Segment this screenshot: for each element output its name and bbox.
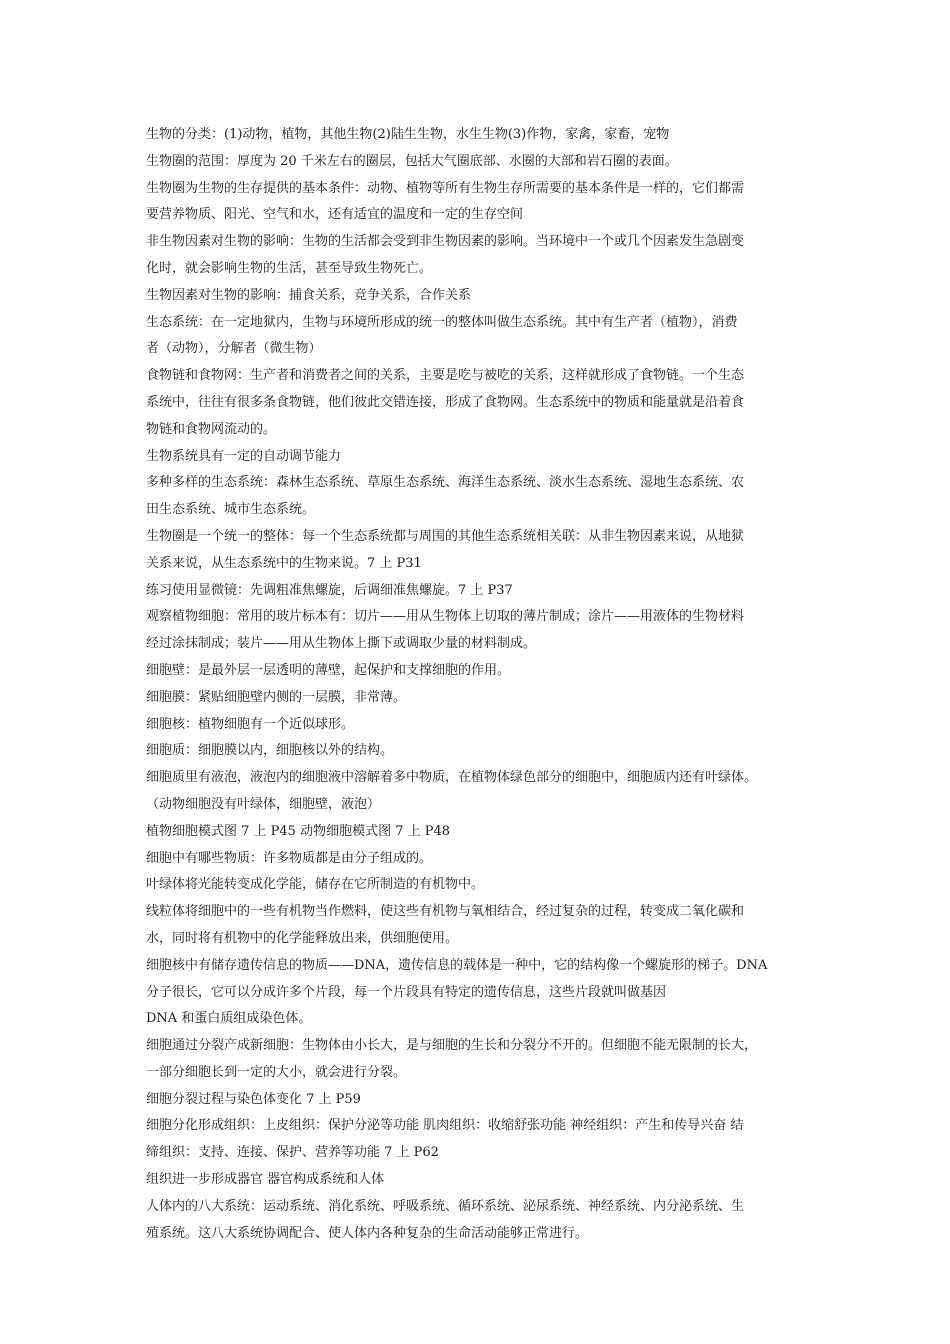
paragraph: [146, 658, 810, 685]
text-line: 细胞膜：紧贴细胞壁内侧的一层膜，非常薄。: [146, 689, 407, 705]
text-line: 关系来说，从生态系统中的生物来说。7 上 P31: [146, 555, 422, 571]
paragraph: [146, 122, 810, 149]
paragraph: [146, 229, 810, 283]
paragraph: [146, 444, 810, 471]
text-line: 生物的分类：(1)动物，植物，其他生物(2)陆生生物，水生生物(3)作物，家禽，家畜，宠物: [146, 127, 670, 142]
text-line: 练习使用显微镜：先调粗准焦螺旋，后调细准焦螺旋。7 上 P37: [146, 582, 513, 598]
paragraph: [146, 712, 810, 739]
paragraph: [146, 1194, 810, 1248]
paragraph: [146, 953, 810, 1033]
text-line: 细胞中有哪些物质：许多物质都是由分子组成的。: [146, 850, 433, 866]
paragraph: [146, 578, 810, 605]
paragraph: [146, 899, 810, 953]
text-line: 线粒体将细胞中的一些有机物当作燃料，使这些有机物与氧相结合，经过复杂的过程，转变成二氧化碳和: [146, 904, 745, 920]
text-line: （动物细胞没有叶绿体，细胞壁，液泡）: [146, 796, 381, 812]
text-line: 系统中，往往有很多条食物链，他们彼此交错连接，形成了食物网。生态系统中的物质和能量就是沿着食: [146, 394, 745, 410]
text-line: 植物细胞模式图 7 上 P45 动物细胞模式图 7 上 P48: [146, 823, 451, 839]
paragraph: [146, 524, 810, 578]
text-line: 细胞质：细胞膜以内，细胞核以外的结构。: [146, 743, 394, 759]
paragraph: [146, 149, 810, 176]
paragraph: [146, 1113, 810, 1167]
text-line: 者（动物），分解者（微生物）: [146, 341, 322, 357]
text-line: 水，同时将有机物中的化学能释放出来，供细胞使用。: [146, 930, 459, 946]
text-line: 细胞壁：是最外层一层透明的薄壁，起保护和支撑细胞的作用。: [146, 662, 511, 678]
text-line: 非生物因素对生物的影响：生物的生活都会受到非生物因素的影响。当环境中一个或几个因素发生急剧变: [146, 234, 745, 250]
text-line: 叶绿体将光能转变成化学能，储存在它所制造的有机物中。: [146, 877, 485, 893]
text-line: 生物圈为生物的生存提供的基本条件：动物、植物等所有生物生存所需要的基本条件是一样的，它们都需: [146, 180, 745, 196]
text-line: 生态系统：在一定地狱内，生物与环境所形成的统一的整体叫做生态系统。其中有生产者（植物），消费: [146, 314, 738, 330]
text-line: 细胞质里有液泡，液泡内的细胞液中溶解着多中物质，在植物体绿色部分的细胞中，细胞质内还有叶绿体。: [146, 770, 758, 786]
text-line: 化时，就会影响生物的生活，甚至导致生物死亡。: [146, 260, 433, 276]
paragraph: [146, 685, 810, 712]
text-line: 物链和食物网流动的。: [146, 421, 277, 437]
text-line: 细胞核中有储存遗传信息的物质——DNA，遗传信息的载体是一种中，它的结构像一个螺旋形的梯子。DNA: [146, 957, 768, 973]
text-line: 细胞分裂过程与染色体变化 7 上 P59: [146, 1091, 361, 1107]
paragraph: [146, 872, 810, 899]
paragraph: [146, 176, 810, 230]
document-body: [146, 122, 810, 1247]
text-line: 殖系统。这八大系统协调配合、使人体内各种复杂的生命活动能够正常进行。: [146, 1225, 589, 1241]
paragraph: [146, 1087, 810, 1114]
text-line: 要营养物质、阳光、空气和水，还有适宜的温度和一定的生存空间: [146, 207, 524, 223]
text-line: 细胞通过分裂产成新细胞：生物体由小长大，是与细胞的生长和分裂分不开的。但细胞不能无限制的长大，: [146, 1038, 758, 1054]
paragraph: [146, 604, 810, 658]
paragraph: [146, 1033, 810, 1087]
paragraph: [146, 846, 810, 873]
text-line: 生物圈是一个统一的整体：每一个生态系统都与周围的其他生态系统相关联：从非生物因素来说，从地狱: [146, 528, 745, 544]
paragraph: [146, 819, 810, 846]
text-line: 分子很长，它可以分成许多个片段，每一个片段具有特定的遗传信息，这些片段就叫做基因: [146, 984, 667, 1000]
paragraph: [146, 470, 810, 524]
paragraph: [146, 1167, 810, 1194]
text-line: 生物圈的范围：厚度为 20 千米左右的圈层，包括大气圈底部、水圈的大部和岩石圈的表面。: [146, 153, 678, 169]
text-line: 一部分细胞长到一定的大小，就会进行分裂。: [146, 1064, 407, 1080]
text-line: 生物因素对生物的影响：捕食关系，竞争关系，合作关系: [146, 287, 472, 303]
text-line: 细胞分化形成组织：上皮组织：保护分泌等功能 肌肉组织：收缩舒张功能 神经组织：产生和传导兴奋 结: [146, 1118, 744, 1134]
text-line: 生物系统具有一定的自动调节能力: [146, 448, 342, 464]
paragraph: [146, 283, 810, 310]
text-line: 缔组织：支持、连接、保护、营养等功能 7 上 P62: [146, 1145, 439, 1161]
text-line: 经过涂抹制成；装片——用从生物体上撕下或调取少量的材料制成。: [146, 636, 537, 652]
text-line: 多种多样的生态系统：森林生态系统、草原生态系统、海洋生态系统、淡水生态系统、湿地生态系统、农: [146, 475, 745, 491]
text-line: DNA 和蛋白质组成染色体。: [146, 1011, 312, 1027]
text-line: 人体内的八大系统：运动系统、消化系统、呼吸系统、循环系统、泌尿系统、神经系统、内分泌系统、生: [146, 1198, 745, 1214]
text-line: 食物链和食物网：生产者和消费者之间的关系，主要是吃与被吃的关系，这样就形成了食物链。一个生态: [146, 368, 745, 384]
text-line: 细胞核：植物细胞有一个近似球形。: [146, 716, 355, 732]
paragraph: [146, 363, 810, 443]
text-line: 组织进一步形成器官 器官构成系统和人体: [146, 1172, 385, 1188]
text-line: 田生态系统、城市生态系统。: [146, 502, 316, 518]
paragraph: [146, 765, 810, 819]
text-line: 观察植物细胞：常用的玻片标本有：切片——用从生物体上切取的薄片制成；涂片——用液体的生物材料: [146, 609, 745, 625]
paragraph: [146, 738, 810, 765]
paragraph: [146, 310, 810, 364]
